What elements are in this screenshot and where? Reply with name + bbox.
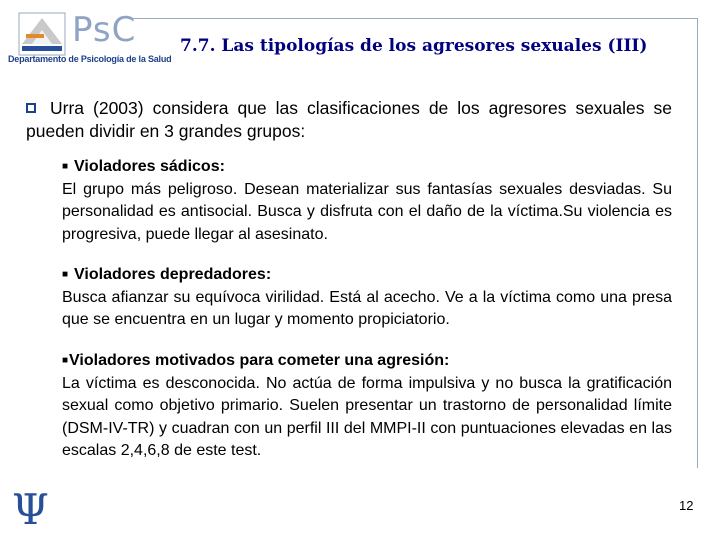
square-bullet-icon: ■ xyxy=(62,355,69,366)
page-title: 7.7. Las tipologías de los agresores sexuales (III) xyxy=(180,36,648,56)
page-number: 12 xyxy=(679,498,694,513)
section-text: La víctima es desconocida. No actúa de forma impulsiva y no busca la gratificación sexual como objetivo primario. Suelen presentar un trastorno de personalidad límite (DSM-IV-TR) y cuadran con un perfil III del MMPI-II con puntuaciones elevadas en las escalas 2,4,6,8 de este test. xyxy=(62,374,672,459)
square-bullet-icon: ■ xyxy=(62,161,69,172)
psc-logo-icon xyxy=(18,12,66,58)
section-title: ■ Violadores sádicos: xyxy=(62,158,225,175)
section-sadistic xyxy=(62,156,672,246)
section-text: Busca afianzar su equívoca virilidad. Está al acecho. Ve a la víctima como una presa que se encuentra en un lugar y momento propiciatorio. xyxy=(62,288,672,328)
section-title: ■ Violadores depredadores: xyxy=(62,266,272,283)
intro-text: Urra (2003) considera que las clasificaciones de los agresores sexuales se pueden dividir en 3 grandes grupos: xyxy=(26,98,672,141)
section-predatory xyxy=(62,264,672,332)
logo-text: PsC xyxy=(72,10,137,50)
square-bullet-icon: ■ xyxy=(62,269,69,280)
section-aggression-motivated xyxy=(62,350,672,463)
logo-subtitle: Departamento de Psicología de la Salud xyxy=(8,54,172,64)
frame-top-line xyxy=(132,18,697,19)
section-title: ■Violadores motivados para cometer una agresión: xyxy=(62,352,450,369)
frame-right-line xyxy=(697,18,698,468)
section-text: El grupo más peligroso. Desean materializar sus fantasías sexuales desviadas. Su personalidad es antisocial. Busca y disfruta con el daño de la víctima.Su violencia es progresiva, puede llegar al asesinato. xyxy=(62,180,672,243)
psi-icon: Ψ xyxy=(12,485,49,534)
intro-paragraph xyxy=(26,97,672,143)
checkbox-bullet-icon xyxy=(26,103,36,113)
